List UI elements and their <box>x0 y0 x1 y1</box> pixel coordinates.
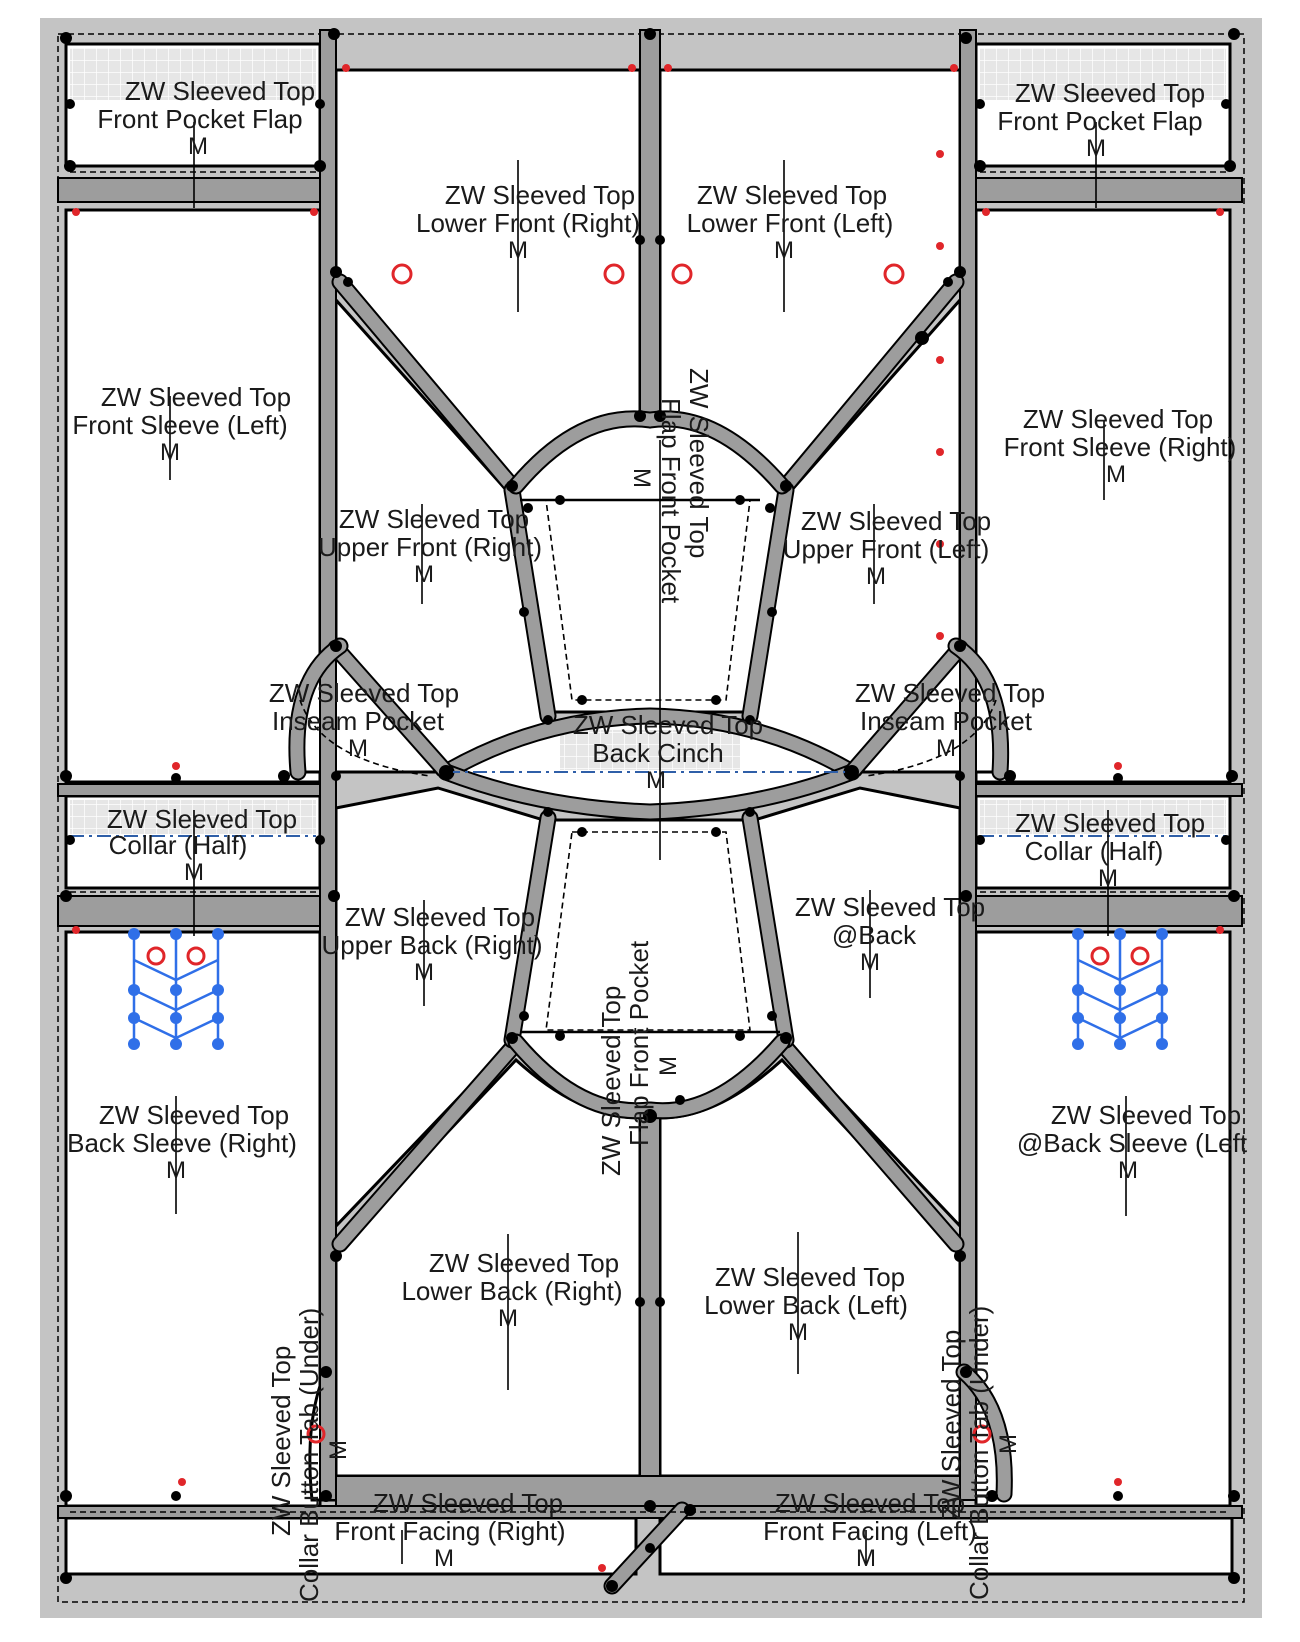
svg-text:M: M <box>166 1157 186 1184</box>
svg-text:M: M <box>655 1056 682 1076</box>
svg-text:Flap Front Pocket: Flap Front Pocket <box>656 398 686 604</box>
svg-text:M: M <box>434 1545 454 1572</box>
svg-text:ZW Sleeved Top: ZW Sleeved Top <box>444 180 636 210</box>
svg-text:Front Sleeve (Right): Front Sleeve (Right) <box>1003 432 1237 462</box>
svg-text:ZW Sleeved Top: ZW Sleeved Top <box>1014 78 1206 108</box>
svg-text:Collar (Half): Collar (Half) <box>1024 836 1164 866</box>
piece-back-sleeve-left[interactable] <box>976 932 1230 1506</box>
svg-text:Lower Front (Left): Lower Front (Left) <box>686 208 894 238</box>
svg-text:ZW Sleeved Top: ZW Sleeved Top <box>268 678 460 708</box>
svg-text:Upper Back (Right): Upper Back (Right) <box>321 930 543 960</box>
svg-text:Lower Back (Left): Lower Back (Left) <box>704 1290 908 1320</box>
svg-text:@Back: @Back <box>831 920 917 950</box>
svg-text:ZW Sleeved Top: ZW Sleeved Top <box>800 506 992 536</box>
svg-text:M: M <box>1118 1157 1138 1184</box>
svg-text:Lower Front (Right): Lower Front (Right) <box>416 208 640 238</box>
svg-text:Inseam Pocket: Inseam Pocket <box>860 706 1032 736</box>
svg-text:M: M <box>1106 461 1126 488</box>
svg-text:ZW Sleeved Top: ZW Sleeved Top <box>266 1345 296 1536</box>
svg-text:ZW Sleeved Top: ZW Sleeved Top <box>372 1488 564 1518</box>
svg-text:M: M <box>646 767 666 794</box>
svg-text:@Back Sleeve (Left: @Back Sleeve (Left <box>1016 1128 1248 1158</box>
svg-text:M: M <box>995 1434 1022 1454</box>
svg-text:M: M <box>348 735 368 762</box>
svg-text:Upper Front (Left): Upper Front (Left) <box>782 534 990 564</box>
svg-text:Collar Button Tab (Under): Collar Button Tab (Under) <box>964 1305 994 1600</box>
svg-text:Lower Back (Right): Lower Back (Right) <box>401 1276 623 1306</box>
svg-text:ZW Sleeved Top: ZW Sleeved Top <box>98 1100 290 1130</box>
svg-text:M: M <box>508 237 528 264</box>
svg-text:Front Facing (Left): Front Facing (Left) <box>763 1516 977 1546</box>
svg-text:ZW Sleeved Top: ZW Sleeved Top <box>572 710 764 740</box>
svg-text:ZW Sleeved Top: ZW Sleeved Top <box>344 902 536 932</box>
svg-text:M: M <box>628 468 655 488</box>
svg-text:ZW Sleeved Top: ZW Sleeved Top <box>936 1329 966 1520</box>
svg-text:Collar Button Tab (Under): Collar Button Tab (Under) <box>294 1307 324 1602</box>
svg-text:ZW Sleeved Top: ZW Sleeved Top <box>1014 808 1206 838</box>
svg-text:ZW Sleeved Top: ZW Sleeved Top <box>338 504 530 534</box>
svg-text:M: M <box>936 735 956 762</box>
svg-text:M: M <box>866 563 886 590</box>
svg-text:Front Facing (Right): Front Facing (Right) <box>334 1516 566 1546</box>
svg-text:Front Pocket Flap: Front Pocket Flap <box>997 106 1203 136</box>
svg-text:M: M <box>414 959 434 986</box>
svg-text:ZW Sleeved Top: ZW Sleeved Top <box>684 368 714 559</box>
svg-text:Upper Front (Right): Upper Front (Right) <box>318 532 542 562</box>
svg-text:M: M <box>325 1440 352 1460</box>
svg-text:M: M <box>188 133 208 160</box>
svg-text:Back Cinch: Back Cinch <box>592 738 724 768</box>
svg-text:ZW Sleeved Top: ZW Sleeved Top <box>1050 1100 1242 1130</box>
svg-text:M: M <box>860 949 880 976</box>
svg-text:ZW Sleeved Top: ZW Sleeved Top <box>428 1248 620 1278</box>
svg-text:M: M <box>1086 135 1106 162</box>
svg-text:M: M <box>498 1305 518 1332</box>
svg-text:M: M <box>160 439 180 466</box>
svg-text:ZW Sleeved Top: ZW Sleeved Top <box>774 1488 966 1518</box>
svg-text:ZW Sleeved Top: ZW Sleeved Top <box>854 678 1046 708</box>
svg-text:ZW Sleeved Top: ZW Sleeved Top <box>794 892 986 922</box>
svg-text:Inseam Pocket: Inseam Pocket <box>272 706 444 736</box>
svg-text:M: M <box>788 1319 808 1346</box>
svg-text:Collar (Half): Collar (Half) <box>108 830 248 860</box>
svg-text:Flap Front Pocket: Flap Front Pocket <box>624 940 654 1146</box>
svg-text:M: M <box>184 859 204 886</box>
piece-front-pocket-top[interactable] <box>516 419 782 712</box>
svg-text:ZW Sleeved Top: ZW Sleeved Top <box>596 985 626 1176</box>
svg-text:ZW Sleeved Top: ZW Sleeved Top <box>100 382 292 412</box>
svg-text:Back Sleeve (Right): Back Sleeve (Right) <box>67 1128 297 1158</box>
svg-text:ZW Sleeved Top: ZW Sleeved Top <box>106 804 298 834</box>
svg-text:ZW Sleeved Top: ZW Sleeved Top <box>1022 404 1214 434</box>
svg-text:Front Pocket Flap: Front Pocket Flap <box>97 104 303 134</box>
svg-text:ZW Sleeved Top: ZW Sleeved Top <box>714 1262 906 1292</box>
svg-text:ZW Sleeved Top: ZW Sleeved Top <box>696 180 888 210</box>
svg-text:M: M <box>1098 865 1118 892</box>
svg-text:M: M <box>856 1545 876 1572</box>
svg-text:M: M <box>414 561 434 588</box>
svg-text:Front Sleeve (Left): Front Sleeve (Left) <box>72 410 288 440</box>
svg-text:ZW Sleeved Top: ZW Sleeved Top <box>124 76 316 106</box>
svg-text:M: M <box>774 237 794 264</box>
